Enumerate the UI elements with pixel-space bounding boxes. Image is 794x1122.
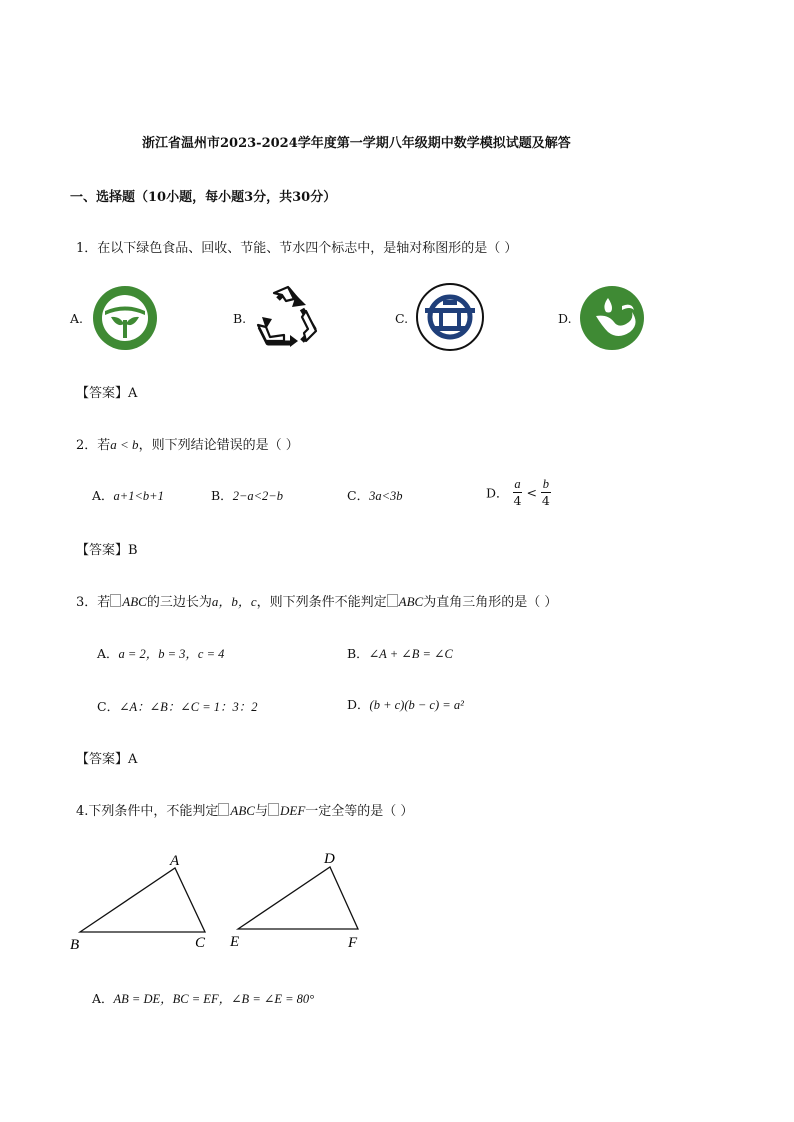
q2-option-b xyxy=(211,486,283,504)
q3-option-c xyxy=(97,697,258,715)
q2-option-c-label: C． xyxy=(347,488,370,503)
q2-option-a-expr: a+1<b+1 xyxy=(113,489,164,503)
q3-option-a-label: A． xyxy=(97,646,119,661)
energy-saving-logo-icon xyxy=(415,282,485,352)
q4-option-a-expr: AB = DE，BC = EF，∠B = ∠E = 80° xyxy=(113,992,315,1006)
q3-option-d-expr: (b + c)(b − c) = a² xyxy=(369,698,464,712)
triangle-symbol-icon xyxy=(110,594,121,607)
q1-answer: 【答案】A xyxy=(76,386,138,401)
q3-option-a-expr: a = 2，b = 3，c = 4 xyxy=(118,647,225,661)
q2-stem-post: ，则下列结论错误的是（ ） xyxy=(138,438,299,453)
question-2-stem xyxy=(76,434,299,453)
q3-stem-pre: 3．若 xyxy=(76,595,111,610)
q2-option-d-label: D． xyxy=(486,485,509,501)
q2-option-c xyxy=(347,486,403,504)
q2-option-a xyxy=(92,486,164,504)
triangle-def xyxy=(238,867,358,929)
triangle-symbol-icon xyxy=(268,803,279,816)
q2-answer: 【答案】B xyxy=(76,543,138,558)
recycle-logo-icon xyxy=(254,285,322,349)
question-3-stem xyxy=(76,591,557,610)
q4-stem-pre: 4.下列条件中，不能判定 xyxy=(76,804,219,819)
q4-option-a xyxy=(92,989,314,1007)
q3-stem-mid3: ，则下列条件不能判定 xyxy=(256,595,387,610)
q3-stem-sides: a，b，c xyxy=(211,594,257,609)
water-saving-logo-icon xyxy=(578,284,646,352)
q4-stem-mid2: 与 xyxy=(254,804,268,819)
triangles-figure xyxy=(60,845,380,960)
q2-option-b-label: B． xyxy=(211,488,233,503)
q2-option-b-expr: 2−a<2−b xyxy=(232,489,283,503)
q3-answer: 【答案】A xyxy=(76,752,138,767)
q2-option-d-den1: 4 xyxy=(513,492,522,508)
question-4-stem xyxy=(76,800,413,819)
q2-stem-pre: 2．若 xyxy=(76,438,111,453)
green-food-logo-icon xyxy=(91,284,159,352)
q3-stem-triangle-1: ABC xyxy=(122,594,147,609)
triangle-symbol-icon xyxy=(387,594,398,607)
section-heading: 一、选择题（10小题，每小题3分，共30分） xyxy=(70,190,337,205)
q3-option-a xyxy=(97,644,224,662)
vertex-label-f: F xyxy=(348,935,358,951)
q1-option-b-label: B. xyxy=(233,311,247,326)
q1-option-d-label: D. xyxy=(558,311,572,326)
q4-option-a-label: A． xyxy=(92,991,114,1006)
vertex-label-d: D xyxy=(324,851,335,867)
q3-option-b xyxy=(347,644,453,662)
q2-option-d xyxy=(486,478,551,507)
q2-option-a-label: A． xyxy=(92,488,114,503)
q3-stem-post: 为直角三角形的是（ ） xyxy=(423,595,558,610)
triangle-symbol-icon xyxy=(218,803,229,816)
q3-option-b-label: B． xyxy=(347,646,369,661)
q1-option-a-label: A. xyxy=(70,311,84,326)
q2-option-d-num2: b xyxy=(542,477,550,491)
q3-option-d-label: D． xyxy=(347,697,370,712)
q3-option-d xyxy=(347,695,464,713)
q3-option-c-expr: ∠A：∠B：∠C = 1：3：2 xyxy=(119,700,258,714)
vertex-label-a: A xyxy=(170,853,180,869)
q4-stem-triangle-1: ABC xyxy=(230,803,255,818)
page-title: 浙江省温州市2023-2024学年度第一学期八年级期中数学模拟试题及解答 xyxy=(142,136,571,151)
vertex-label-c: C xyxy=(195,935,206,951)
q2-stem-expr: a < b xyxy=(110,437,139,452)
q1-option-c-label: C. xyxy=(395,311,409,326)
q2-option-d-num1: a xyxy=(514,477,521,491)
q3-option-b-expr: ∠A + ∠B = ∠C xyxy=(368,647,453,661)
q2-option-d-frac-left xyxy=(513,478,523,507)
q4-stem-triangle-2: DEF xyxy=(279,803,306,818)
q2-option-d-frac-right xyxy=(541,478,551,507)
q3-stem-mid2: 的三边长为 xyxy=(146,595,212,610)
q2-option-d-op: < xyxy=(526,485,537,500)
q3-stem-triangle-2: ABC xyxy=(398,594,424,609)
question-1-stem: 1．在以下绿色食品、回收、节能、节水四个标志中，是轴对称图形的是（ ） xyxy=(76,241,518,256)
vertex-label-e: E xyxy=(230,934,240,950)
triangle-abc xyxy=(80,868,205,932)
q3-option-c-label: C． xyxy=(97,699,120,714)
q2-option-c-expr: 3a<3b xyxy=(369,489,403,503)
q4-stem-post: 一定全等的是（ ） xyxy=(305,804,414,819)
vertex-label-b: B xyxy=(70,937,80,953)
q2-option-d-den2: 4 xyxy=(541,492,550,508)
